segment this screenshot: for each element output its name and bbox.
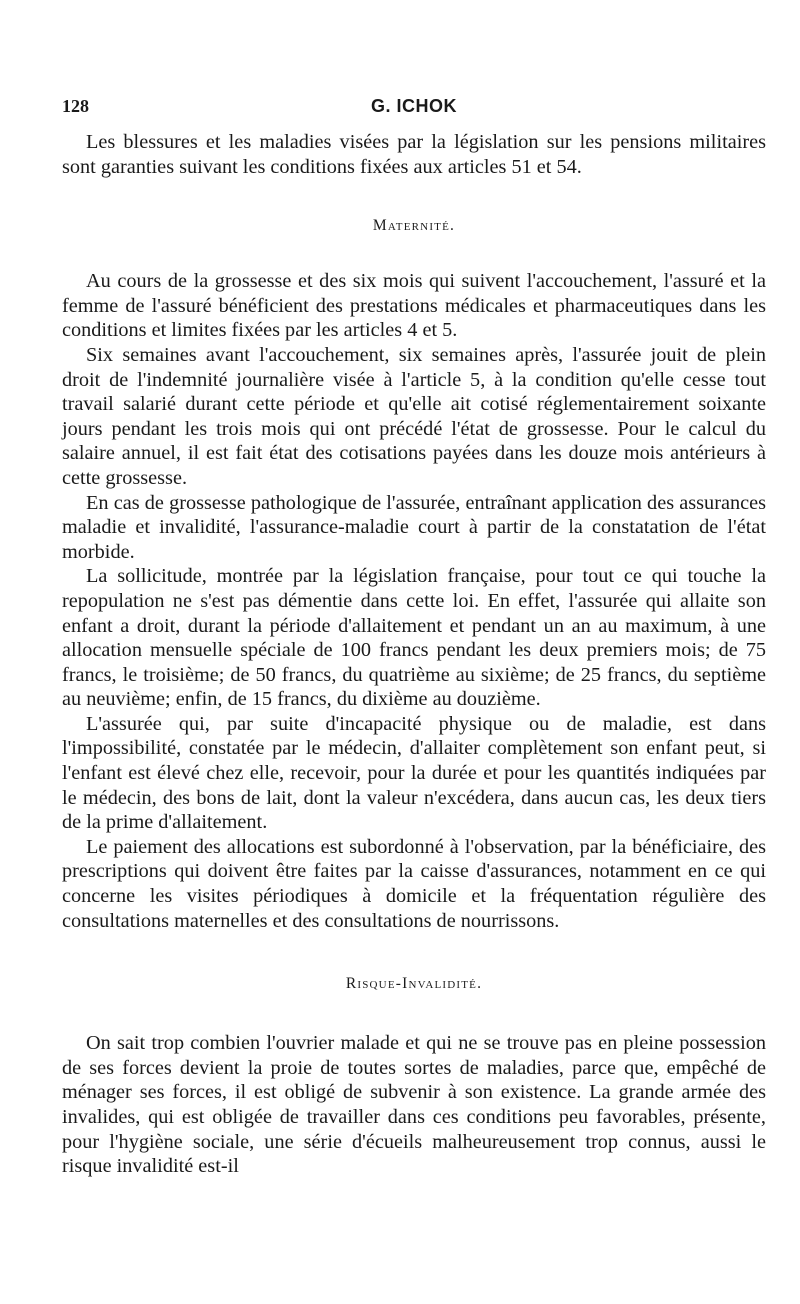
paragraph: L'assurée qui, par suite d'incapacité physique ou de maladie, est dans l'impossibilité, constatée par le médecin, d'allaiter complètement son enfant peut, si l'enfant est élevé chez elle, recevoir, pour la durée et pour les quantités indiquées par le médecin, des bons de lait, dont la valeur n'excédera, dans aucun cas, les deux tiers de la prime d'allaitement.: [62, 712, 766, 834]
page-number: 128: [62, 96, 89, 116]
paragraph: Six semaines avant l'accouchement, six semaines après, l'assurée jouit de plein droit de l'indemnité journalière visée à l'article 5, à la condition qu'elle cesse tout travail salarié durant cette période et qu'elle ait cotisé réglementairement soixante jours pendant les trois mois qui ont précédé l'état de grossesse. Pour le calcul du salaire annuel, il est fait état des cotisations payées dans les douze mois antérieurs à cette grossesse.: [62, 343, 766, 489]
intro-section: [62, 130, 766, 179]
maternite-section: [62, 269, 766, 933]
running-head: [62, 90, 766, 130]
section-heading-invalidite: Risque-Invalidité.: [345, 975, 483, 993]
paragraph: On sait trop combien l'ouvrier malade et qui ne se trouve pas en pleine possession de ses forces devient la proie de toutes sortes de maladies, parce que, empêché de ménager ses forces, il est obligé de subvenir à son existence. La grande armée des invalides, qui est obligée de travailler dans ces conditions peu favorables, présente, pour l'hygiène sociale, une série d'écueils malheureusement trop connus, aussi le risque invalidité est-il: [62, 1032, 766, 1178]
invalidite-section: [62, 1031, 766, 1179]
paragraph: Les blessures et les maladies visées par la législation sur les pensions militaires sont garanties suivant les conditions fixées aux articles 51 et 54.: [62, 131, 766, 178]
paragraph: La sollicitude, montrée par la législation française, pour tout ce qui touche la repopulation ne s'est pas démentie dans cette loi. En effet, l'assurée qui allaite son enfant a droit, durant la période d'allaitement et pendant un an au maximum, à une allocation mensuelle spéciale de 100 francs pendant les deux premiers mois; de 75 francs, le troisième; de 50 francs, du quatrième au sixième; de 25 francs, du septième au neuvième; enfin, de 15 francs, du dixième au douzième.: [62, 565, 766, 711]
paragraph: Le paiement des allocations est subordonné à l'observation, par la bénéficiaire, des prescriptions qui doivent être faites par la caisse d'assurances, notamment en ce qui concerne les visites périodiques à domicile et la fréquentation régulière des consultations maternelles et des consultations de nourrissons.: [62, 835, 766, 932]
running-head-author: G. ICHOK: [370, 96, 457, 116]
paragraph: En cas de grossesse pathologique de l'assurée, entraînant application des assurances maladie et invalidité, l'assurance-maladie court à partir de la constatation de l'état morbide.: [62, 491, 766, 563]
paragraph: Au cours de la grossesse et des six mois qui suivent l'accouchement, l'assuré et la femme de l'assuré bénéficient des prestations médicales et pharmaceutiques dans les conditions et limites fixées par les articles 4 et 5.: [62, 270, 766, 342]
section-heading-maternite: Maternité.: [372, 217, 456, 235]
